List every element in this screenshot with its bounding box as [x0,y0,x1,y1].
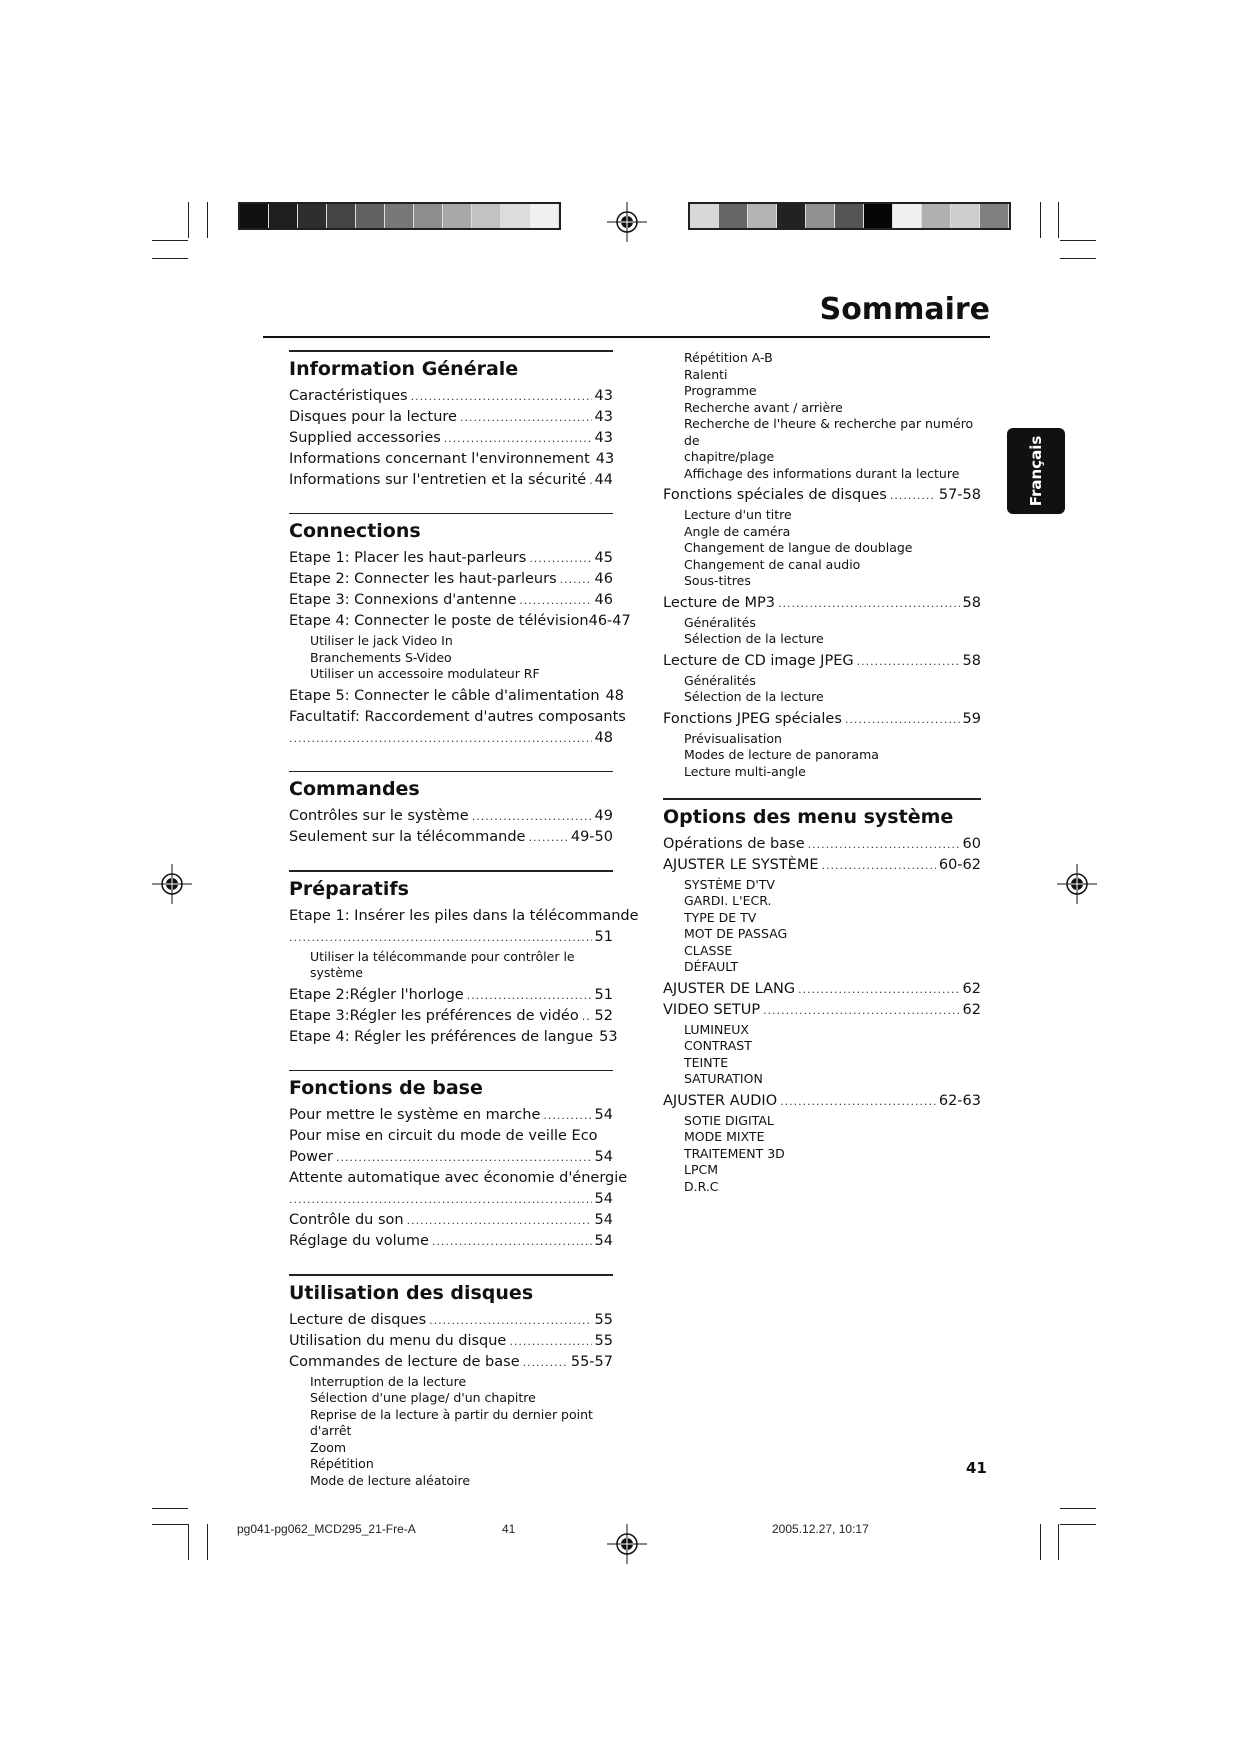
registration-mark-icon [1057,864,1097,904]
language-tab-label: Français [1027,435,1045,507]
toc-subentry: Angle de caméra [684,523,791,539]
toc-subentry: Changement de canal audio [684,556,861,572]
section-heading: Information Générale [289,357,519,380]
toc-entry[interactable]: Supplied accessories ..... 43 [289,428,613,449]
toc-entry[interactable]: Caractéristiques ..... 43 [289,386,613,407]
toc-subentry: Interruption de la lecture [310,1373,467,1389]
color-swatch [777,204,806,228]
crop-mark [1060,1524,1096,1525]
toc-entry[interactable]: Etape 3:Régler les préférences de vidéo ..... 52 [289,1006,613,1027]
toc-subentry: d'arrêt [310,1423,352,1438]
toc-section [289,771,613,849]
toc-subentry: Sélection d'une plage/ d'un chapitre [310,1390,536,1405]
toc-subentry: Ralenti [684,366,728,382]
toc-subentry: LPCM [684,1162,719,1177]
toc-subentry: Zoom [310,1439,347,1455]
toc-subentry: Mode de lecture aléatoire [310,1472,471,1488]
toc-section [289,1070,628,1253]
section-heading: Commandes [289,778,420,800]
toc-subentry: Répétition A-B [684,350,773,365]
toc-subentry: D.R.C [684,1178,719,1194]
toc-section [663,798,981,1195]
color-swatch [298,204,327,228]
color-swatch [922,204,951,228]
toc-section [289,870,639,1048]
crop-mark [188,1524,189,1560]
section-heading: Connections [289,520,421,542]
registration-mark-icon [607,1524,647,1564]
toc-entry[interactable]: Etape 1: Placer les haut-parleurs ..... 45 [289,548,613,569]
section-heading: Options des menu système [663,805,954,828]
color-calibration-bar-right [688,202,1011,230]
toc-entry[interactable]: Etape 4: Régler les préférences de langue 53 [289,1028,618,1045]
color-swatch [864,204,893,228]
toc-subentry: Généralités [684,672,756,688]
color-calibration-bar-left [238,202,561,230]
toc-subentry: CONTRAST [684,1038,752,1053]
color-swatch [980,204,1009,228]
toc-entry[interactable]: Informations concernant l'environnement 43 [289,450,615,467]
toc-subentry: MODE MIXTE [684,1129,765,1144]
crop-mark [152,1524,188,1525]
color-swatch [414,204,443,228]
toc-subentry: CLASSE [684,942,733,958]
toc-entry[interactable]: Attente automatique avec économie d'énergie [289,1170,628,1186]
toc-subentry: Utiliser le jack Video In [310,633,453,648]
color-swatch [835,204,864,228]
language-tab [1007,428,1065,514]
toc-subentry: MOT DE PASSAG [684,926,788,941]
toc-entry[interactable]: Power ..... 54 [289,1147,613,1168]
toc-entry[interactable]: Etape 2: Connecter les haut-parleurs ..... 46 [289,569,613,590]
toc-subentry: Sélection de la lecture [684,689,824,704]
crop-mark [152,240,188,241]
toc-subentry: Utiliser la télécommande pour contrôler le [310,948,575,964]
toc-subentry: Utiliser un accessoire modulateur RF [310,666,540,681]
toc-subentry: TYPE DE TV [684,909,757,925]
toc-right-column [663,350,981,1217]
toc-subentry: SATURATION [684,1071,763,1086]
toc-entry[interactable]: Facultatif: Raccordement d'autres composants [289,708,626,725]
toc-entry[interactable]: Opérations de base ..... 60 [663,834,981,855]
toc-subentry: Programme [684,383,757,398]
toc-section [289,513,631,749]
section-heading: Fonctions de base [289,1077,483,1099]
crop-mark [207,1524,208,1560]
toc-subentry: TRAITEMENT 3D [684,1145,785,1161]
toc-entry-continuation[interactable]: ..... 54 [289,1189,613,1210]
toc-subentry: chapitre/plage [684,449,775,464]
color-swatch [806,204,835,228]
toc-subentry: Branchements S-Video [310,649,452,665]
footer-date: 2005.12.27, 10:17 [772,1522,869,1536]
toc-subentry: Sélection de la lecture [684,631,824,646]
crop-mark [1060,240,1096,241]
color-swatch [443,204,472,228]
toc-subentry: GARDI. L'ECR. [684,893,772,908]
crop-mark [1060,258,1096,259]
color-swatch [951,204,980,228]
toc-entry[interactable]: Utilisation du menu du disque ..... 55 [289,1331,613,1352]
crop-mark [1058,202,1059,238]
toc-subentry: Affichage des informations durant la lecture [684,465,960,481]
color-swatch [501,204,530,228]
toc-subentry: Répétition [310,1456,374,1471]
toc-subentry: Prévisualisation [684,730,782,746]
title-rule [263,336,990,338]
toc-subentry: Modes de lecture de panorama [684,747,879,762]
toc-entry-continuation[interactable]: ..... 51 [289,927,613,948]
toc-subentry: Lecture multi-angle [684,763,806,779]
crop-mark [152,1508,188,1509]
page-number: 41 [966,1459,987,1477]
toc-entry[interactable]: AJUSTER AUDIO ..... 62-63 [663,1091,981,1112]
footer-filename: pg041-pg062_MCD295_21-Fre-A [237,1522,416,1536]
toc-entry[interactable]: Etape 1: Insérer les piles dans la télécommande [289,907,639,924]
toc-entry[interactable]: Fonctions JPEG spéciales ..... 59 [663,709,981,730]
section-heading: Préparatifs [289,877,409,900]
toc-entry[interactable]: Contrôle du son ..... 54 [289,1210,613,1231]
color-swatch [530,204,559,228]
registration-mark-icon [607,202,647,242]
toc-subentry: Recherche de l'heure & recherche par numéro de [684,416,974,448]
toc-subentry: SYSTÈME D'TV [684,876,775,892]
toc-entry[interactable]: Réglage du volume ..... 54 [289,1231,613,1252]
toc-entry[interactable]: Etape 2:Régler l'horloge ..... 51 [289,985,613,1006]
footer-page: 41 [502,1522,516,1536]
crop-mark [1058,1524,1059,1560]
toc-entry[interactable]: Fonctions spéciales de disques ..... 57-58 [663,485,981,506]
toc-left-column [289,350,639,1511]
color-swatch [472,204,501,228]
crop-mark [152,258,188,259]
toc-section [289,350,613,491]
toc-entry[interactable]: AJUSTER DE LANG ..... 62 [663,979,981,1000]
toc-entry[interactable]: Etape 5: Connecter le câble d'alimentation 48 [289,687,624,704]
section-heading: Utilisation des disques [289,1281,534,1304]
color-swatch [269,204,298,228]
toc-subentry: Généralités [684,614,756,630]
color-swatch [327,204,356,228]
toc-entry[interactable]: Pour mise en circuit du mode de veille Eco [289,1128,598,1144]
color-swatch [893,204,922,228]
toc-entry[interactable]: Seulement sur la télécommande ..... 49-50 [289,827,613,848]
toc-entry[interactable]: Etape 3: Connexions d'antenne ..... 46 [289,590,613,611]
toc-entry[interactable]: Commandes de lecture de base ..... 55-57 [289,1352,613,1373]
color-swatch [719,204,748,228]
crop-mark [1040,1524,1041,1560]
toc-entry[interactable]: Informations sur l'entretien et la sécurité ..... 44 [289,470,613,491]
registration-mark-icon [152,864,192,904]
toc-subentry: Recherche avant / arrière [684,399,843,415]
toc-entry-continuation[interactable]: ..... 48 [289,728,613,749]
toc-section [289,1274,613,1489]
toc-subentry: DÉFAULT [684,959,739,974]
crop-mark [207,202,208,238]
color-swatch [748,204,777,228]
toc-subentry: Changement de langue de doublage [684,540,913,555]
toc-entry[interactable]: AJUSTER LE SYSTÈME ..... 60-62 [663,855,981,876]
toc-entry[interactable]: Contrôles sur le système ..... 49 [289,806,613,827]
toc-subentry: TEINTE [684,1054,729,1070]
toc-entry[interactable]: Lecture de MP3 ..... 58 [663,593,981,614]
toc-subentry: Sous-titres [684,573,751,588]
toc-subentry: système [310,965,363,980]
toc-entry[interactable]: VIDEO SETUP ..... 62 [663,1000,981,1021]
color-swatch [240,204,269,228]
crop-mark [1040,202,1041,238]
color-swatch [690,204,719,228]
crop-mark [1060,1508,1096,1509]
toc-entry[interactable]: Lecture de CD image JPEG ..... 58 [663,651,981,672]
toc-entry[interactable]: Etape 4: Connecter le poste de télévision 46-47 [289,613,631,629]
page-title: Sommaire [819,292,990,327]
crop-mark [188,202,189,238]
toc-entry[interactable]: Disques pour la lecture ..... 43 [289,407,613,428]
toc-subentry: LUMINEUX [684,1021,749,1037]
toc-subentry: SOTIE DIGITAL [684,1112,774,1128]
toc-subentry: Lecture d'un titre [684,507,792,522]
color-swatch [356,204,385,228]
color-swatch [385,204,414,228]
toc-subentry: Reprise de la lecture à partir du dernier point [310,1406,593,1422]
toc-entry[interactable]: Lecture de disques ..... 55 [289,1310,613,1331]
toc-entry[interactable]: Pour mettre le système en marche ..... 54 [289,1105,613,1126]
